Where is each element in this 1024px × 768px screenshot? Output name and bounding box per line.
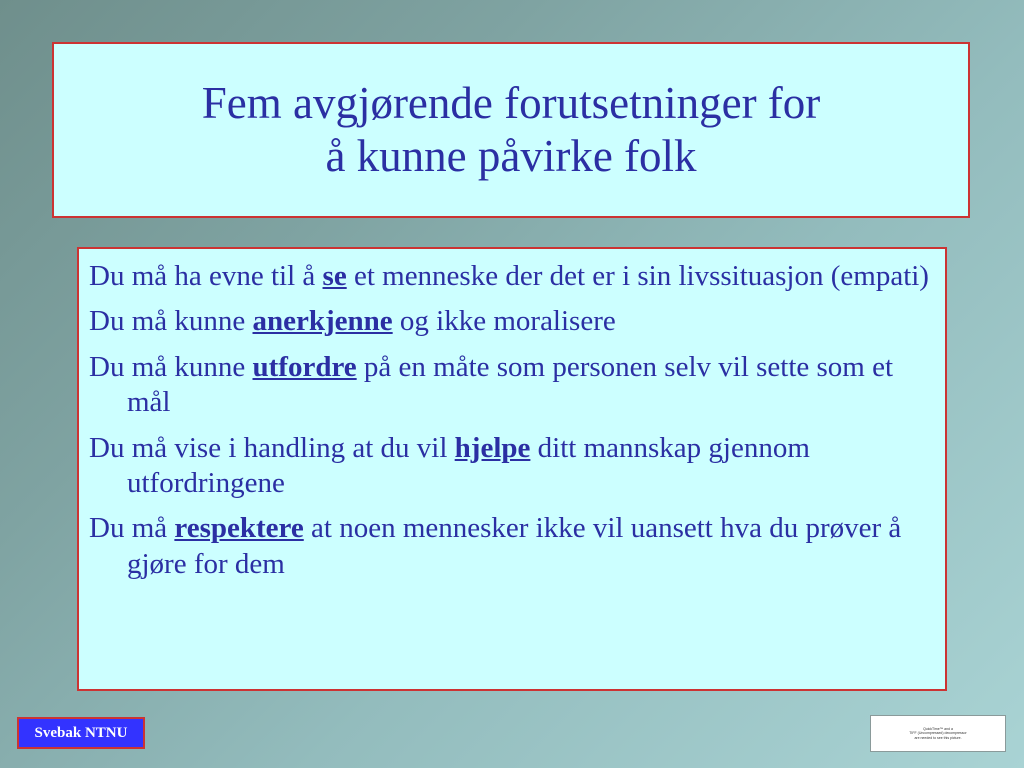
author-badge: Svebak NTNU [17, 717, 145, 749]
bullet-item [89, 304, 935, 339]
slide-title-box [52, 42, 970, 218]
bullet-item [89, 350, 935, 421]
slide-title-line1: Fem avgjørende forutsetninger for [201, 77, 821, 128]
bullet-keyword: respektere [174, 512, 304, 545]
bullet-keyword: hjelpe [454, 431, 531, 464]
bullet-text: at noen mennesker ikke vil uansett hva du prøver å gjøre for dem [127, 512, 902, 580]
bullet-text: et menneske der det er i sin livssituasjon (empati) [346, 260, 929, 292]
bullet-text: Du må ha evne til å [89, 260, 323, 292]
quicktime-text-line3: are needed to see this picture. [914, 735, 962, 740]
bullet-text: Du må kunne [89, 350, 253, 383]
slide-content-box [77, 247, 947, 691]
bullet-keyword: utfordre [252, 350, 357, 383]
quicktime-text-line1: QuickTime™ and a [923, 726, 953, 731]
bullet-keyword: se [322, 260, 347, 292]
bullet-item [89, 511, 935, 582]
bullet-text: Du må vise i handling at du vil [89, 431, 455, 464]
bullet-text: på en måte som personen selv vil sette som et mål [127, 350, 894, 419]
bullet-text: og ikke moralisere [392, 305, 616, 338]
bullet-item [89, 431, 935, 502]
bullet-text: Du må [89, 512, 175, 545]
bullet-item [89, 259, 935, 294]
bullet-text: ditt mannskap gjennom utfordringene [127, 431, 810, 499]
bullet-text: Du må kunne [89, 305, 253, 338]
bullet-keyword: anerkjenne [252, 305, 393, 338]
slide-title [202, 77, 821, 183]
quicktime-placeholder-image [870, 715, 1006, 752]
slide-title-line2: å kunne påvirke folk [325, 131, 697, 181]
quicktime-text-line2: TIFF (Uncompressed) decompressor [909, 731, 967, 736]
